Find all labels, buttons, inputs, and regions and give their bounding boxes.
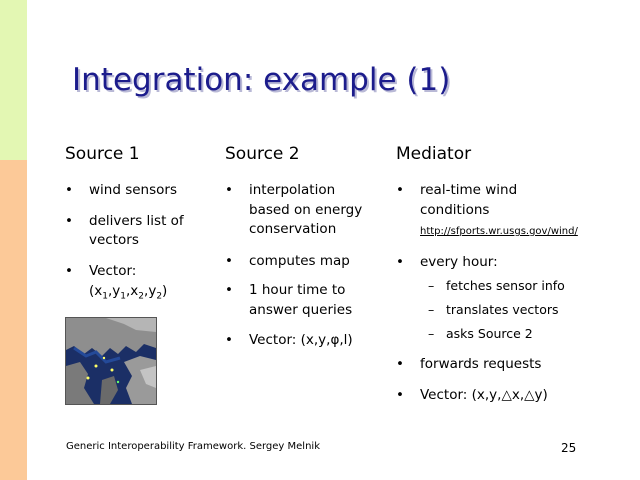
- slide-title: Integration: example (1): [72, 62, 451, 98]
- footer-text: Generic Interoperability Framework. Sergey Melnik: [66, 441, 320, 452]
- bullet-icon: •: [65, 263, 73, 279]
- bullet-icon: •: [225, 182, 233, 198]
- page-number: 25: [561, 441, 577, 455]
- column-header-source1: Source 1: [65, 144, 140, 164]
- bullet-icon: •: [225, 332, 233, 348]
- wind-map-image: [65, 317, 157, 405]
- column-mediator: [396, 144, 471, 178]
- vector-formula-source1: $(x_1,y_1,x_2,y_2)$: [89, 283, 168, 302]
- sub-list-item: – asks Source 2: [428, 326, 533, 341]
- decorative-band-top: [0, 0, 27, 160]
- bullet-icon: •: [65, 213, 73, 229]
- bullet-icon: •: [225, 282, 233, 298]
- bullet-icon: •: [225, 253, 233, 269]
- decorative-band-bottom: [0, 160, 27, 480]
- sub-list-item: – fetches sensor info: [428, 278, 565, 293]
- column-source2: [225, 144, 300, 178]
- bullet-icon: •: [65, 182, 73, 198]
- column-header-source2: Source 2: [225, 144, 300, 164]
- column-source1: [65, 144, 140, 178]
- bullet-icon: •: [396, 356, 404, 372]
- bullet-icon: •: [396, 254, 404, 270]
- sub-list-item: – translates vectors: [428, 302, 559, 317]
- usgs-wind-link[interactable]: http://sfports.wr.usgs.gov/wind/: [420, 226, 578, 237]
- bullet-icon: •: [396, 387, 404, 403]
- bullet-icon: •: [396, 182, 404, 198]
- column-header-mediator: Mediator: [396, 144, 472, 164]
